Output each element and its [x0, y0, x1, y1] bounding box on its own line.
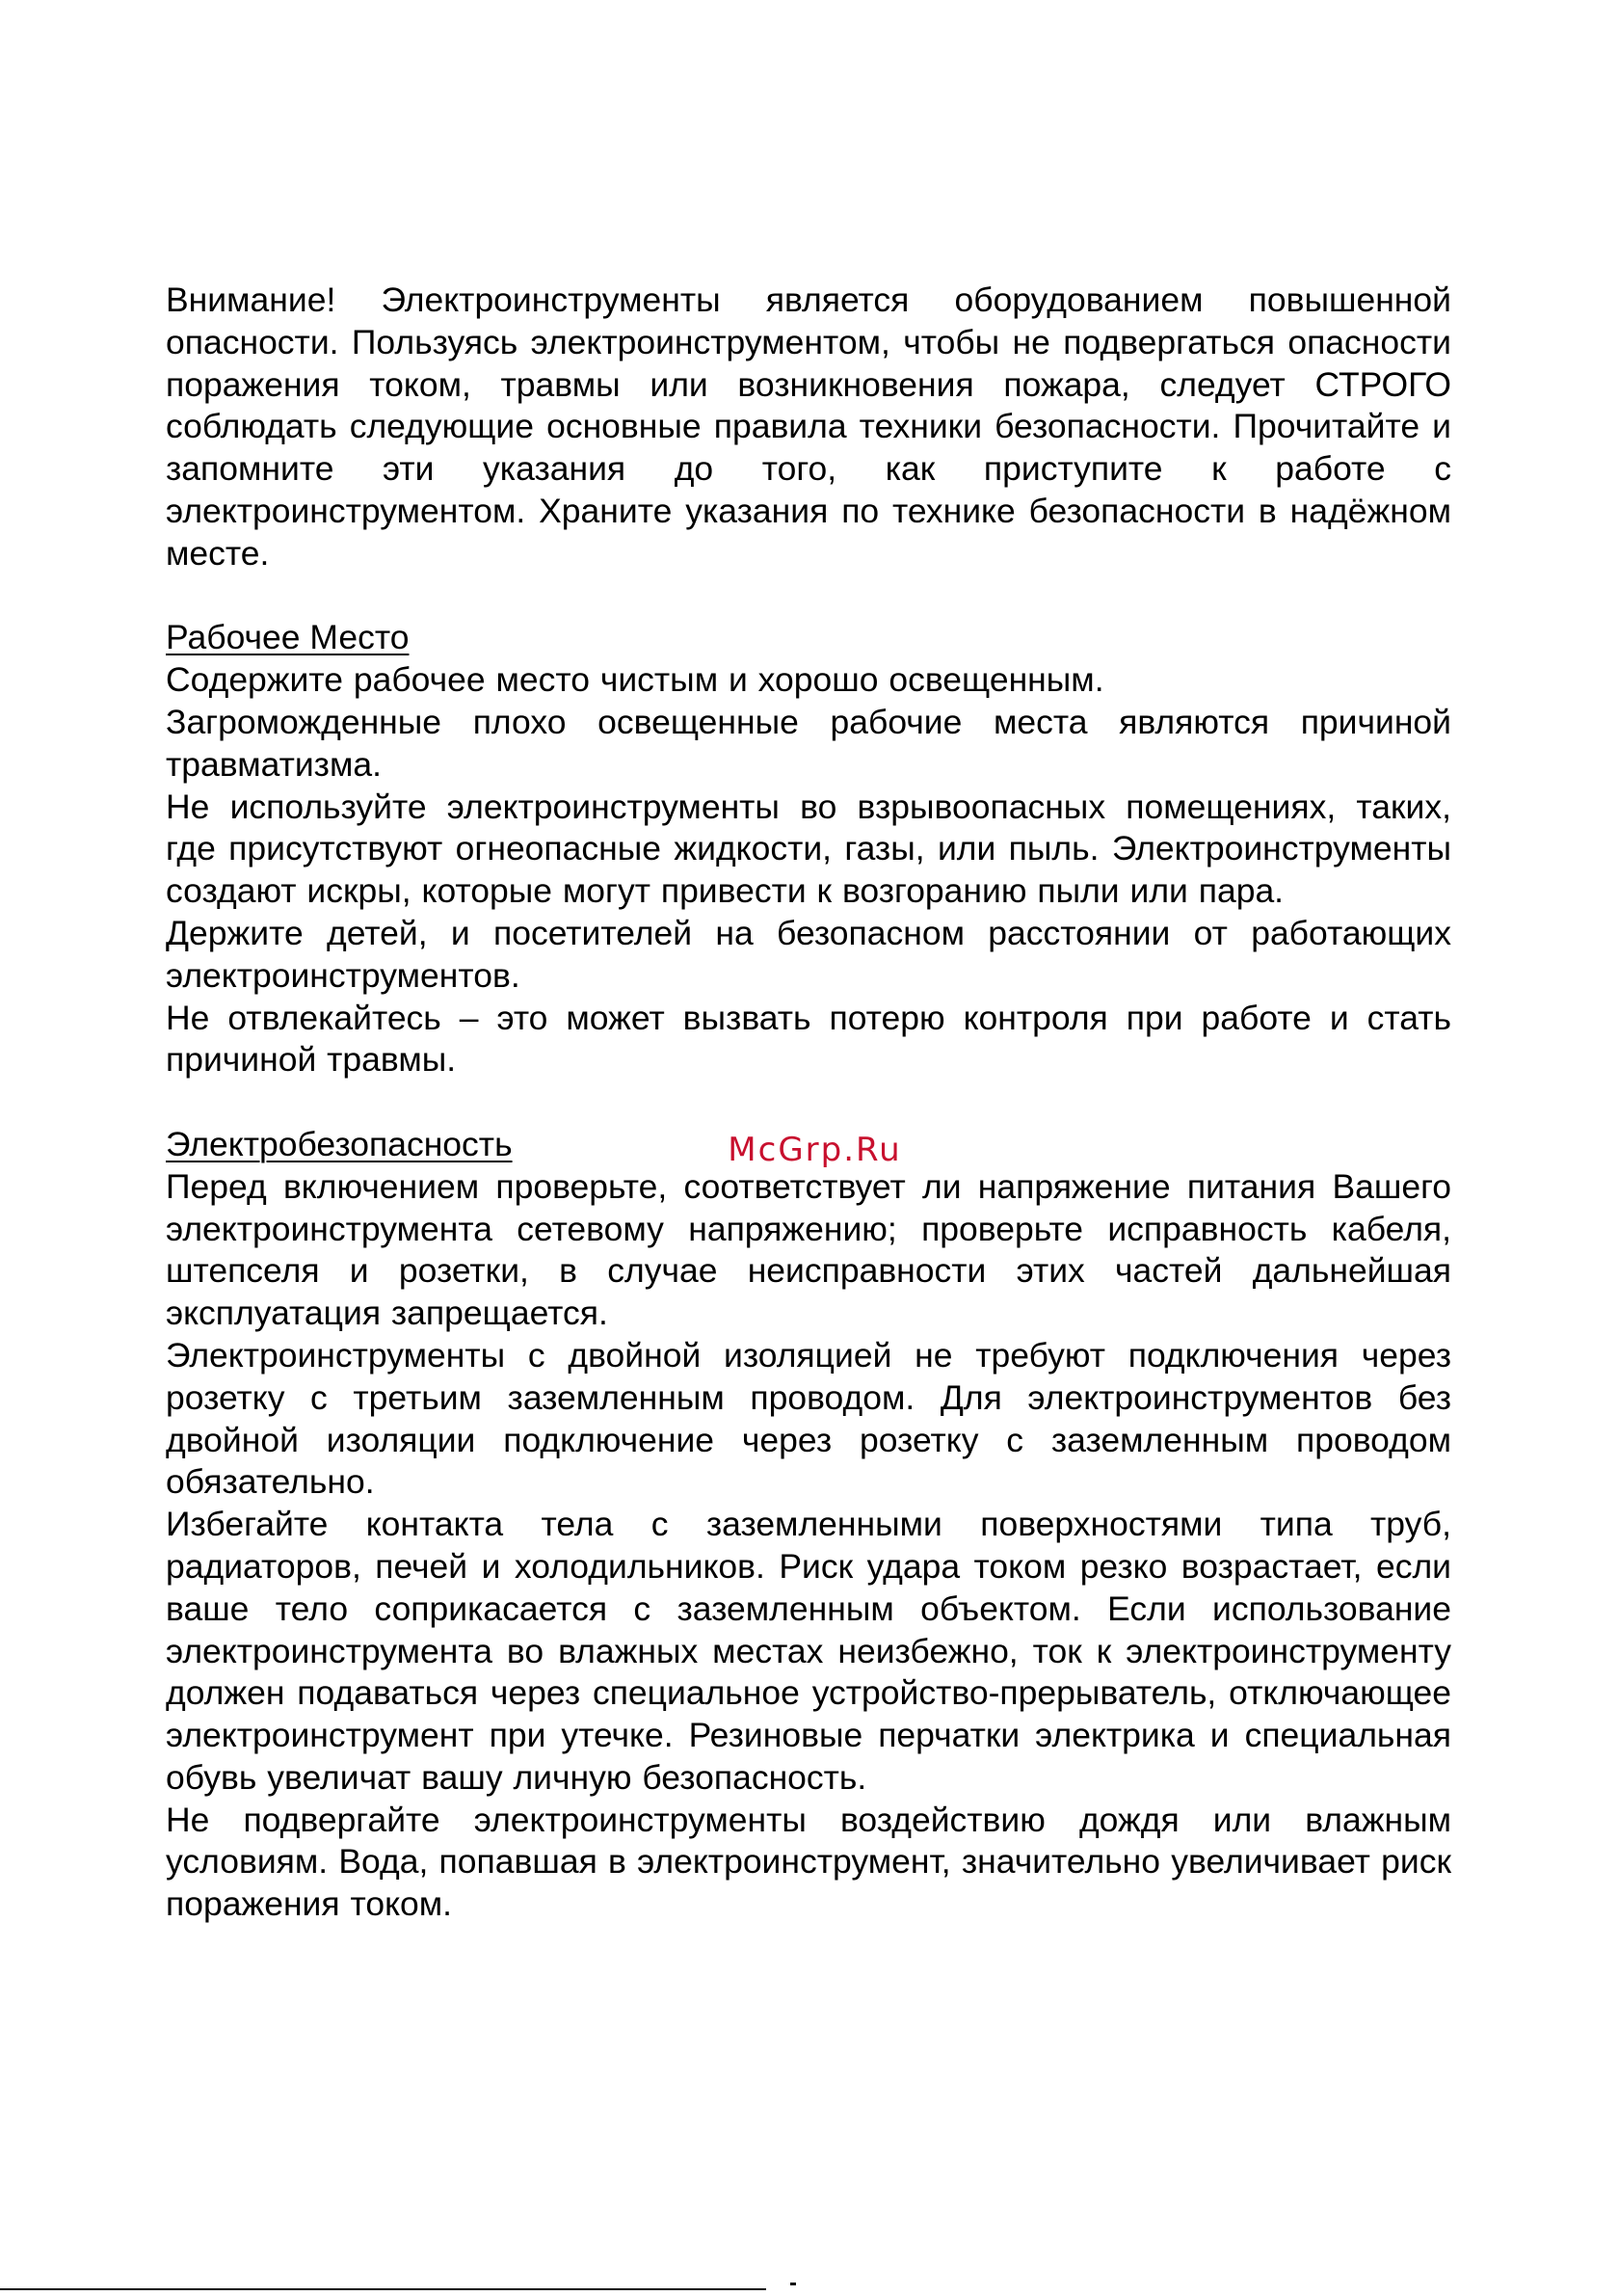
electrical-safety-heading: Электробезопасность — [166, 1124, 513, 1163]
electrical-safety-paragraph: Перед включением проверьте, соответствует ли напряжение питания Вашего электроинструмента сетевому напряжению; проверьте исправность кабеля, штепселя и розетки, в случае неисправности этих частей дальнейшая эксплуатация запрещается. — [166, 1166, 1451, 1333]
section-spacer — [166, 575, 1451, 618]
footer-mark — [790, 2283, 796, 2285]
electrical-safety-paragraph: Не подвергайте электроинструменты воздействию дождя или влажным условиям. Вода, попавшая в электроинструмент, значительно увеличивает риск поражения током. — [166, 1800, 1451, 1924]
footer-divider — [0, 2288, 766, 2290]
workplace-paragraph: Держите детей, и посетителей на безопасном расстоянии от работающих электроинструментов. — [166, 913, 1451, 995]
section-spacer — [166, 1081, 1451, 1124]
intro-paragraph: Внимание! Электроинструменты является оборудованием повышенной опасности. Пользуясь электроинструментом, чтобы не подвергаться опасности поражения током, травмы или возникновения пожара, следует СТРОГО соблюдать следующие основные правила техники безопасности. Прочитайте и запомните эти указания до того, как приступите к работе с электроинструментом. Храните указания по технике безопасности в надёжном месте. — [166, 280, 1451, 573]
workplace-paragraph: Содержите рабочее место чистым и хорошо освещенным. — [166, 660, 1104, 700]
workplace-paragraph: Загроможденные плохо освещенные рабочие места являются причиной травматизма. — [166, 702, 1451, 784]
electrical-safety-section — [166, 1124, 1451, 1926]
electrical-safety-paragraph: Электроинструменты с двойной изоляцией не требуют подключения через розетку с третьим заземленным проводом. Для электроинструментов без двойной изоляции подключение через розетку с заземленным проводом обязательно. — [166, 1335, 1451, 1502]
workplace-paragraph: Не используйте электроинструменты во взрывоопасных помещениях, таких, где присутствуют огнеопасные жидкости, газы, или пыль. Электроинструменты создают искры, которые могут привести к возгоранию пыли или пара. — [166, 787, 1451, 911]
electrical-safety-paragraph: Избегайте контакта тела с заземленными поверхностями типа труб, радиаторов, печей и холодильников. Риск удара током резко возрастает, если ваше тело соприкасается с заземленным объектом. Если использование электроинструмента во влажных местах неизбежно, ток к электроинструменту должен подаваться через специальное устройство-прерыватель, отключающее электроинструмент при утечке. Резиновые перчатки электрика и специальная обувь увеличат вашу личную безопасность. — [166, 1505, 1451, 1797]
workplace-heading: Рабочее Место — [166, 618, 410, 657]
watermark-text: McGrp.Ru — [728, 1131, 902, 1169]
workplace-paragraph: Не отвлекайтесь – это может вызвать потерю контроля при работе и стать причиной травмы. — [166, 998, 1451, 1080]
workplace-section — [166, 617, 1451, 1081]
document-body — [166, 280, 1451, 1926]
